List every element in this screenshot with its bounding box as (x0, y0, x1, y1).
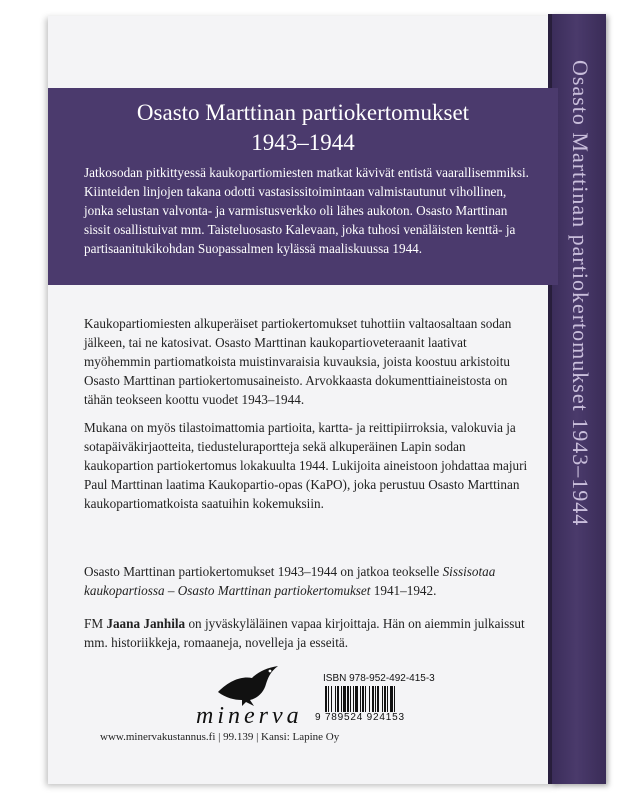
owl-icon (208, 662, 288, 708)
paragraph-3: Osasto Marttinan partiokertomukset 1943–1944 on jatkoa teokselle Sissisotaa kaukopartiossa – Osasto Marttinan partiokertomukset 1941–1942. (84, 564, 496, 598)
paragraph-2: Mukana on myös tilastoimattomia partioita, kartta- ja reittipiirroksia, valokuvia ja sotapäiväkirjaotteita, tiedusteluraportteja sekä alkuperäinen Lapin sodan kaukopartion partiokertomus lokakuulta 1944. Lukijoita aineistoon johdattaa majuri Paul Marttinan laatima Kaukopartio-opas (KaPO), joka perustuu Osasto Marttinan kaukopartiomatkoista saatuihin kokemuksiin. (84, 420, 528, 511)
title-line-2: 1943–1944 (251, 130, 355, 155)
isbn-label: ISBN 978-952-492-415-3 (323, 673, 435, 684)
title-line-1: Osasto Marttinan partiokertomukset (136, 100, 470, 125)
author-name: Jaana Janhila (106, 616, 186, 631)
barcode (323, 686, 427, 712)
author-bio: FM Jaana Janhila on jyväskyläläinen vapaa kirjoittaja. Hän on aiemmin julkaissut mm. historiikkeja, romaaneja, novelleja ja esseitä. (84, 616, 525, 650)
banner-blurb: Jatkosodan pitkittyessä kaukopartiomiesten matkat kävivät entistä vaarallisemmiksi. Kiinteiden linjojen takana odotti vastasissitoimintaan valmistautunut vihollinen, jonka selustan valvonta- ja varmistusverkko oli lähes aukoton. Osasto Marttinan sissit osallistuivat mm. Taisteluosasto Kalevaan, joka tuhosi venäläisten kenttä- ja partisaanitukikohdan Suopassalmen kylässä maaliskuussa 1944. (84, 165, 529, 256)
book-title (48, 98, 558, 158)
publisher-logo-text: minerva (196, 703, 303, 729)
isbn-digits: 9 789524 924153 (315, 712, 405, 723)
publisher-footer: www.minervakustannus.fi | 99.139 | Kansi: Lapine Oy (100, 731, 340, 743)
spine-title: Osasto Marttinan partiokertomukset 1943–1944 (568, 60, 593, 527)
paragraph-1: Kaukopartiomiesten alkuperäiset partiokertomukset tuhottiin valtaosaltaan sodan jälkeen, tai ne katosivat. Osasto Marttinan kaukopartioveteraanit laativat myöhemmin partiomatkoista muistinvaraisia kuvauksia, joista koostuu arkistoitu Osasto Marttinan partiokertomusaineisto. Arvokkaasta dokumenttiaineistosta on tähän teokseen koottu vuodet 1943–1944. (84, 316, 512, 407)
previous-book-title: Sissisotaa kaukopartiossa – Osasto Marttinan partiokertomukset (84, 564, 496, 598)
